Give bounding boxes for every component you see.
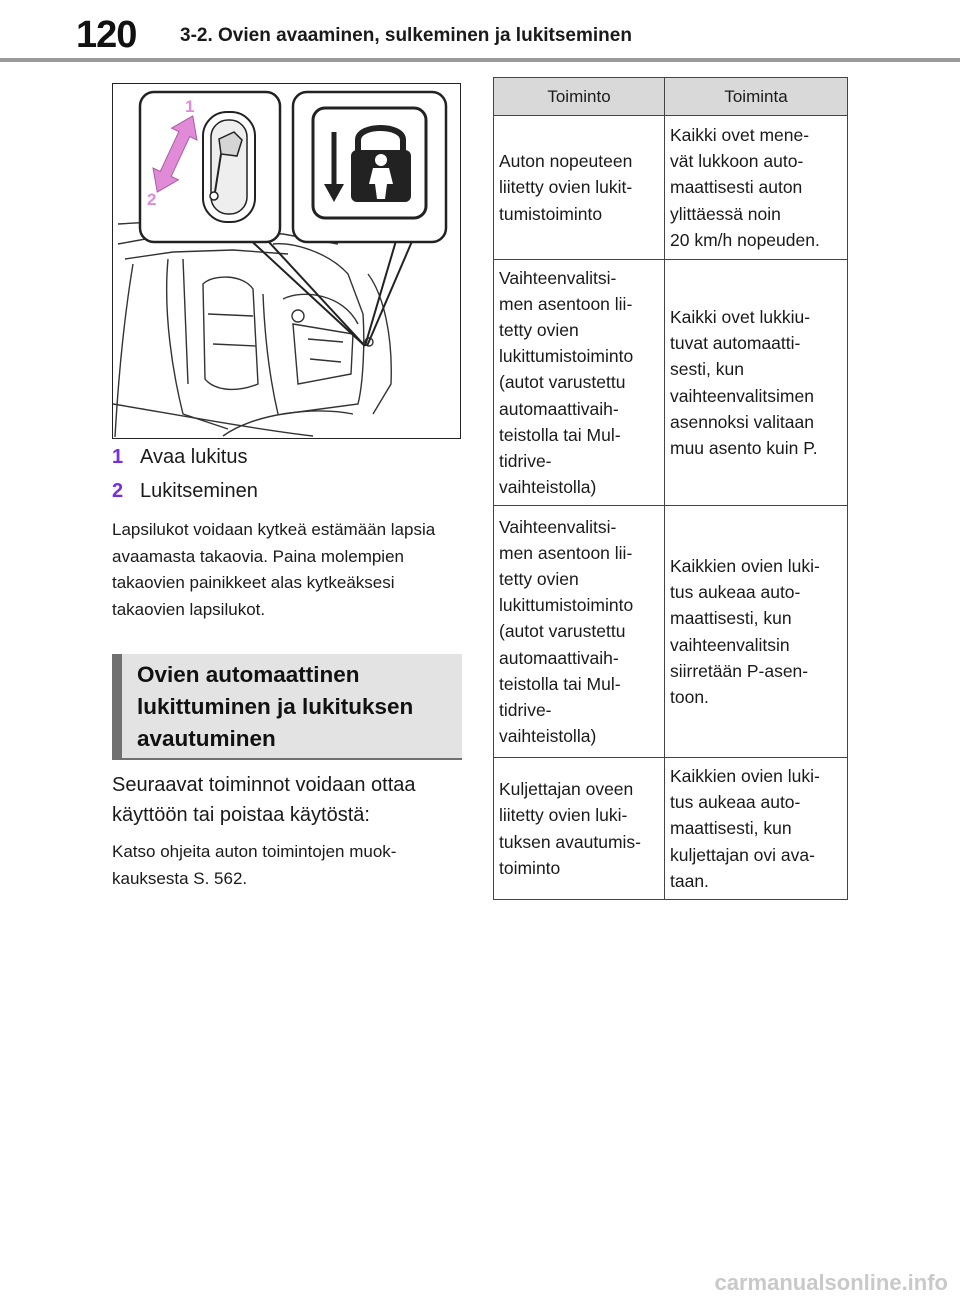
header-divider bbox=[0, 58, 960, 62]
operation-cell: Kaikkien ovien luki- tus aukeaa auto- maattisesti, kun vaihteenvalitsin siirretään P-asen- toon. bbox=[665, 506, 848, 758]
column-header-operation: Toiminta bbox=[665, 78, 848, 116]
section-heading-box bbox=[112, 654, 462, 758]
legend-item-2 bbox=[112, 480, 258, 503]
legend-label: Lukitseminen bbox=[140, 480, 258, 502]
operation-cell: Kaikkien ovien luki- tus aukeaa auto- maattisesti, kun kuljettajan ovi ava- taan. bbox=[665, 758, 848, 900]
column-header-function: Toiminto bbox=[494, 78, 665, 116]
legend-item-1 bbox=[112, 446, 247, 469]
callout-number-1: 1 bbox=[185, 97, 195, 116]
operation-cell: Kaikki ovet mene- vät lukkoon auto- maattisesti auton ylittäessä noin 20 km/h nopeuden. bbox=[665, 116, 848, 260]
legend-label: Avaa lukitus bbox=[140, 446, 248, 468]
legend-number: 2 bbox=[112, 480, 124, 502]
operation-cell: Kaikki ovet lukkiu- tuvat automaatti- sesti, kun vaihteenvalitsimen asennoksi valitaan muu asento kuin P. bbox=[665, 260, 848, 506]
table-row bbox=[494, 758, 848, 900]
callout-number-2: 2 bbox=[147, 190, 157, 209]
intro-paragraph: Lapsilukot voidaan kytkeä estämään lapsia avaamasta takaovia. Paina molempien takaovien painikkeet alas kytkeäksesi takaovien lapsilukot. bbox=[112, 520, 436, 619]
table-row bbox=[494, 506, 848, 758]
child-icon bbox=[375, 154, 387, 166]
function-table bbox=[493, 77, 848, 900]
section-title: 3-2. Ovien avaaminen, sulkeminen ja lukitseminen bbox=[180, 25, 632, 46]
function-cell: Vaihteenvalitsi- men asentoon lii- tetty ovien lukittumistoiminto (autot varustettu automaattivaih- teistolla tai Mul- tidrive- vaihteistolla) bbox=[494, 260, 665, 506]
lock-lever-callout bbox=[140, 92, 280, 242]
function-cell: Vaihteenvalitsi- men asentoon lii- tetty ovien lukittumistoiminto (autot varustettu automaattivaih- teistolla tai Mul- tidrive- vaihteistolla) bbox=[494, 506, 665, 758]
table-row bbox=[494, 116, 848, 260]
watermark: carmanualsonline.info bbox=[714, 1270, 948, 1295]
page-number: 120 bbox=[76, 14, 137, 56]
section-heading: Ovien automaattinen lukittuminen ja lukituksen avautuminen bbox=[137, 662, 414, 751]
lead-paragraph: Seuraavat toiminnot voidaan ottaa käyttöön tai poistaa käytöstä: bbox=[112, 774, 416, 826]
legend-number: 1 bbox=[112, 446, 124, 468]
table-row bbox=[494, 260, 848, 506]
table-header-row bbox=[494, 78, 848, 116]
reference-paragraph: Katso ohjeita auton toimintojen muok- kauksesta S. 562. bbox=[112, 842, 397, 888]
function-cell: Auton nopeuteen liitetty ovien lukit- tumistoiminto bbox=[494, 116, 665, 260]
heading-underline bbox=[112, 758, 462, 760]
function-cell: Kuljettajan oveen liitetty ovien luki- tuksen avautumis- toiminto bbox=[494, 758, 665, 900]
child-lock-illustration bbox=[112, 83, 461, 439]
child-lock-symbol-callout bbox=[293, 92, 446, 242]
